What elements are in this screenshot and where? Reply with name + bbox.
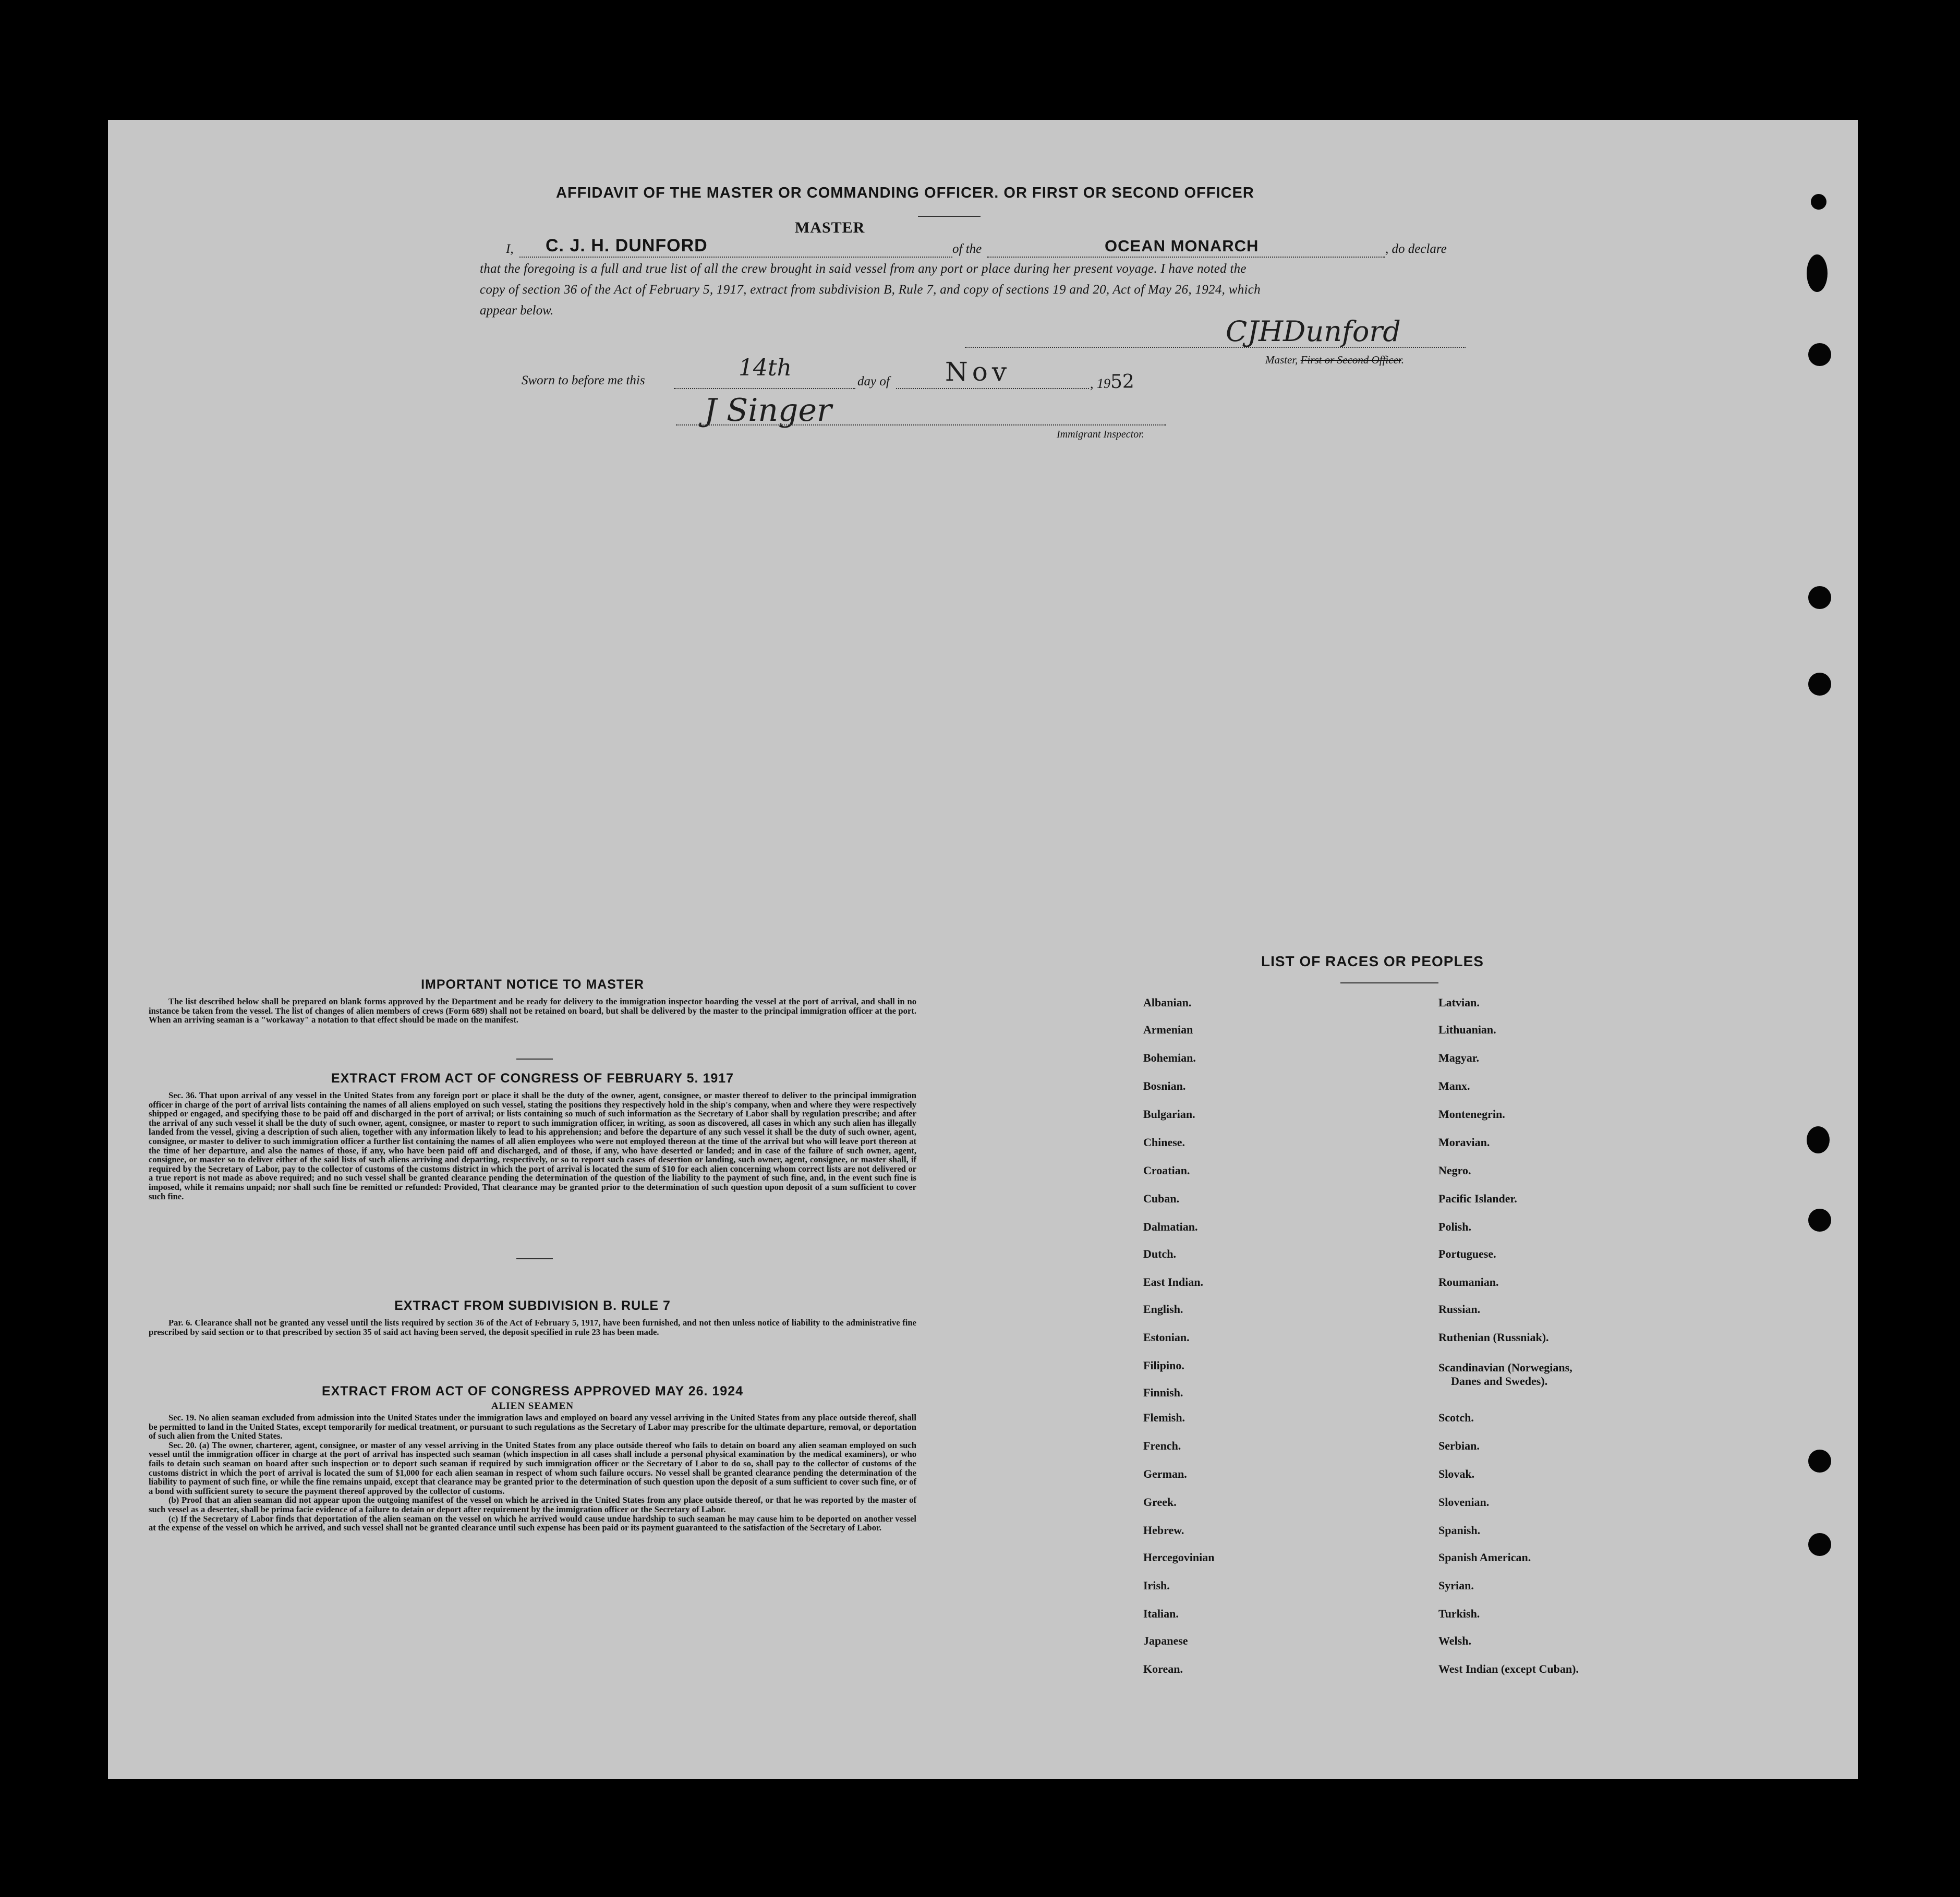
race-item: West Indian (except Cuban). [1438,1662,1579,1675]
sworn-label: Sworn to before me this [522,373,645,387]
year-suffix: 52 [1110,371,1134,393]
race-item: Scotch. [1438,1411,1474,1424]
sworn-month: Nov [945,357,1011,387]
race-item: Serbian. [1438,1439,1480,1452]
race-item: Italian. [1143,1607,1179,1620]
race-item: Japanese [1143,1634,1188,1647]
sworn-month-line [896,388,1089,389]
binder-hole [1808,586,1831,609]
race-item: Portuguese. [1438,1247,1496,1260]
race-item: Bulgarian. [1143,1108,1195,1121]
binder-hole [1808,1533,1831,1556]
race-item: French. [1143,1439,1181,1452]
declaration-line-1: that the foregoing is a full and true list of all the crew brought in said vessel from any port or place during her present voyage. I have noted the [480,262,1247,276]
notice-rule [516,1059,553,1060]
race-item: English. [1143,1303,1183,1316]
binder-hole [1808,343,1831,366]
rule-7-text: Par. 6. Clearance shall not be granted any vessel until the lists required by section 36 of the Act of February 5, 1917, have been furnished, and not then unless notice of liability to the administrative fine prescribed by said section or to that prescribed by section 35 of said act having been served, the deposit specified in rule 23 has been made. [149,1318,916,1337]
binder-hole [1808,673,1831,696]
race-item: Hebrew. [1143,1524,1184,1537]
vessel-name-line [987,257,1385,258]
day-of-label: day of [857,374,890,388]
sworn-year [1090,371,1134,393]
race-item: Cuban. [1143,1192,1180,1205]
race-item: Latvian. [1438,996,1480,1009]
race-item: Spanish American. [1438,1551,1531,1564]
race-item: Irish. [1143,1579,1170,1592]
race-item: Negro. [1438,1164,1471,1177]
notice-text: The list described below shall be prepared on blank forms approved by the Department and be ready for delivery to the immigration inspector boarding the vessel at the port of arrival, and shall in no instance be taken from the vessel. The list of changes of alien members of crews (Form 689) shall not be retained on board, but shall be delivered by the master to the principal immigration officer at the port. When an arriving seaman is a "workaway" a notation to that effect should be made on the manifest. [149,996,916,1025]
extract-1917-title: EXTRACT FROM ACT OF CONGRESS OF FEBRUARY 5. 1917 [331,1071,734,1086]
race-item: Polish. [1438,1220,1471,1233]
race-item: Chinese. [1143,1136,1185,1149]
race-item: German. [1143,1467,1187,1480]
race-item: Danes and Swedes). [1451,1375,1548,1388]
race-item: Dutch. [1143,1247,1176,1260]
affidavit-title: AFFIDAVIT OF THE MASTER OR COMMANDING OFFICER. OR FIRST OR SECOND OFFICER [556,185,1254,201]
extract-1917 [149,1070,916,1201]
race-item: Croatian. [1143,1164,1190,1177]
binder-hole [1807,1126,1830,1153]
sworn-day: 14th [739,355,792,381]
notice-title: IMPORTANT NOTICE TO MASTER [421,977,644,992]
race-item: Syrian. [1438,1579,1474,1592]
inspector-signature-line [676,424,1166,425]
inspector-signature: J Singer [704,392,832,429]
race-item: Filipino. [1143,1359,1184,1372]
races-title: LIST OF RACES OR PEOPLES [1261,953,1484,969]
races-title-rule [1340,982,1438,983]
race-item: Magyar. [1438,1051,1480,1064]
vessel-name: OCEAN MONARCH [1105,237,1259,255]
binder-hole [1807,254,1828,292]
master-caption [1265,354,1404,367]
extract-1924-title: EXTRACT FROM ACT OF CONGRESS APPROVED MAY 26. 1924 [321,1384,744,1399]
race-item: Greek. [1143,1495,1177,1509]
race-item: Slovak. [1438,1467,1475,1480]
race-item: Bohemian. [1143,1051,1196,1064]
race-item: Scandinavian (Norwegians, [1438,1361,1572,1374]
master-caption-suffix: . [1401,354,1404,366]
year-prefix: , 19 [1090,376,1110,391]
race-item: Lithuanian. [1438,1023,1496,1036]
officer-name: C. J. H. DUNFORD [546,236,708,256]
race-item: Russian. [1438,1303,1481,1316]
inspector-caption: Immigrant Inspector. [1057,429,1144,440]
of-the-label: of the [952,242,982,256]
sworn-day-line [674,388,855,389]
extract-1917-text: Sec. 36. That upon arrival of any vessel in the United States from any foreign port or place it shall be the duty of the owner, agent, consignee, or master thereof to deliver to the principal immigration officer in charge of the port of arrival lists containing the names of all aliens employed on such vessel, stating the positions they respectively hold in the ship's company, when and where they were respectively shipped or engaged, and specifying those to be paid off and discharged in the port of arrival; or lists containing so much of such information as the Secretary of Labor shall by regulation prescribe; and after the arrival of any such vessel it shall be the duty of such owner, agent, consignee, or master to report to such immigration officer, in writing, as soon as discovered, all cases in which any such alien has illegally landed from the vessel, giving a description of such alien, together with any information likely to lead to his apprehension; and before the departure of any such vessel it shall be the duty of such owner, agent, consignee, or master to deliver to such immigration officer a further list containing the names of all alien employees who were not employed thereon at the time of the arrival but who will leave port thereon at the time of her departure, and also the names of those, if any, who have been paid off and discharged, and of those, if any, who have deserted or landed; and in case of the failure of such owner, agent, consignee, or master so to deliver either of the said lists of such aliens arriving and departing, respectively, or so to report such cases of desertion or landing, such owner, agent, consignee, or master shall, if required by the Secretary of Labor, pay to the collector of customs of the customs district in which the port of arrival is located the sum of $10 for each alien concerning whom correct lists are not delivered or a true report is not made as above required; and no such vessel shall be granted clearance pending the determination of the question of the liability to the payment of such fine, and, in the event such fine is imposed, while it remains unpaid; nor shall such fine be remitted or refunded: Provided, That clearance may be granted prior to the determination of such question upon deposit of a sum sufficient to cover such fine. [149,1090,916,1201]
rule-7-title: EXTRACT FROM SUBDIVISION B. RULE 7 [394,1298,671,1313]
race-item: Ruthenian (Russniak). [1438,1331,1549,1344]
race-item: Armenian [1143,1023,1193,1036]
pronoun: I, [506,242,514,256]
race-item: Spanish. [1438,1524,1481,1537]
race-item: Slovenian. [1438,1495,1490,1509]
master-signature: CJHDunford [1226,315,1401,348]
race-item: Manx. [1438,1079,1470,1092]
race-item: Dalmatian. [1143,1220,1198,1233]
sec-19-text: Sec. 19. No alien seaman excluded from admission into the United States under the immigration laws and employed on board any vessel arriving in the United States from any place outside thereof, shall be permitted to land in the United States, except temporarily for medical treatment, or pursuant to such regulations as the Secretary of Labor may prescribe for the ultimate departure, removal, or deportation of such alien from the United States. [149,1413,916,1441]
race-item: Estonian. [1143,1331,1190,1344]
extract-1924 [149,1383,916,1533]
race-item: Montenegrin. [1438,1108,1505,1121]
race-item: Moravian. [1438,1136,1490,1149]
race-item: Flemish. [1143,1411,1185,1424]
sec-20a-text: Sec. 20. (a) The owner, charterer, agent, consignee, or master of any vessel arriving in the United States from any place outside thereof who fails to detain on board any alien seaman employed on such vessel until the immigration officer in charge at the port of arrival has inspected such seaman (which inspection in all cases shall include a personal physical examination by the medical examiners), or who fails to detain such seaman on board after such inspection or to deport such seaman if required by such immigration officer or the Secretary of Labor to do so, shall pay to the collector of customs of the customs district in which the port of arrival is located the sum of $1,000 for each alien seaman in respect of whom such failure occurs. No vessel shall be granted clearance pending the determination of the liability to payment of such fine, or while the fine remains unpaid, except that clearance may be granted prior to the determination of such question upon the deposit of a sum sufficient to cover such fine, or of a bond with sufficient surety to secure the payment thereof approved by the collector of customs. [149,1440,916,1496]
extract-1924-subtitle: ALIEN SEAMEN [491,1401,574,1412]
declaration-line-2: copy of section 36 of the Act of February 5, 1917, extract from subdivision B, Rule 7, and copy of sections 19 and 20, Act of May 26, 1924, which [480,283,1261,297]
sec-20c-text: (c) If the Secretary of Labor finds that deportation of the alien seaman on the vessel on which he arrived would cause undue hardship to such seaman he may cause him to be deported on another vessel at the expense of the vessel on which he arrived, and such vessel shall not be granted clearance until such expense has been paid or its payment guaranteed to the satisfaction of the Secretary of Labor. [149,1513,916,1533]
race-item: Bosnian. [1143,1079,1186,1092]
title-rule [918,216,981,217]
race-item: Korean. [1143,1662,1183,1675]
race-item: Roumanian. [1438,1275,1499,1288]
rank-label: MASTER [795,219,865,236]
sec-20b-text: (b) Proof that an alien seaman did not appear upon the outgoing manifest of the vessel on which he arrived in the United States from any place outside thereof, or that he was reported by the master of such vessel as a deserter, shall be prima facie evidence of a failure to detain or deport after requirement by the immigration officer or the Secretary of Labor. [149,1495,916,1514]
race-item: Albanian. [1143,996,1192,1009]
race-item: Welsh. [1438,1634,1471,1647]
race-item: Finnish. [1143,1386,1183,1399]
rule-7 [149,1297,916,1336]
binder-hole [1808,1450,1831,1473]
race-item: East Indian. [1143,1275,1203,1288]
master-caption-struck: First or Second Officer [1300,354,1401,366]
race-item: Pacific Islander. [1438,1192,1517,1205]
binder-hole [1811,194,1826,210]
race-item: Turkish. [1438,1607,1480,1620]
officer-name-line [519,257,952,258]
master-caption-prefix: Master, [1265,354,1298,366]
race-item: Hercegovinian [1143,1551,1215,1564]
binder-hole [1808,1209,1831,1232]
do-declare-label: , do declare [1385,242,1447,256]
declaration-line-3: appear below. [480,303,554,318]
extract-1917-rule [516,1258,553,1259]
important-notice [149,976,916,1025]
